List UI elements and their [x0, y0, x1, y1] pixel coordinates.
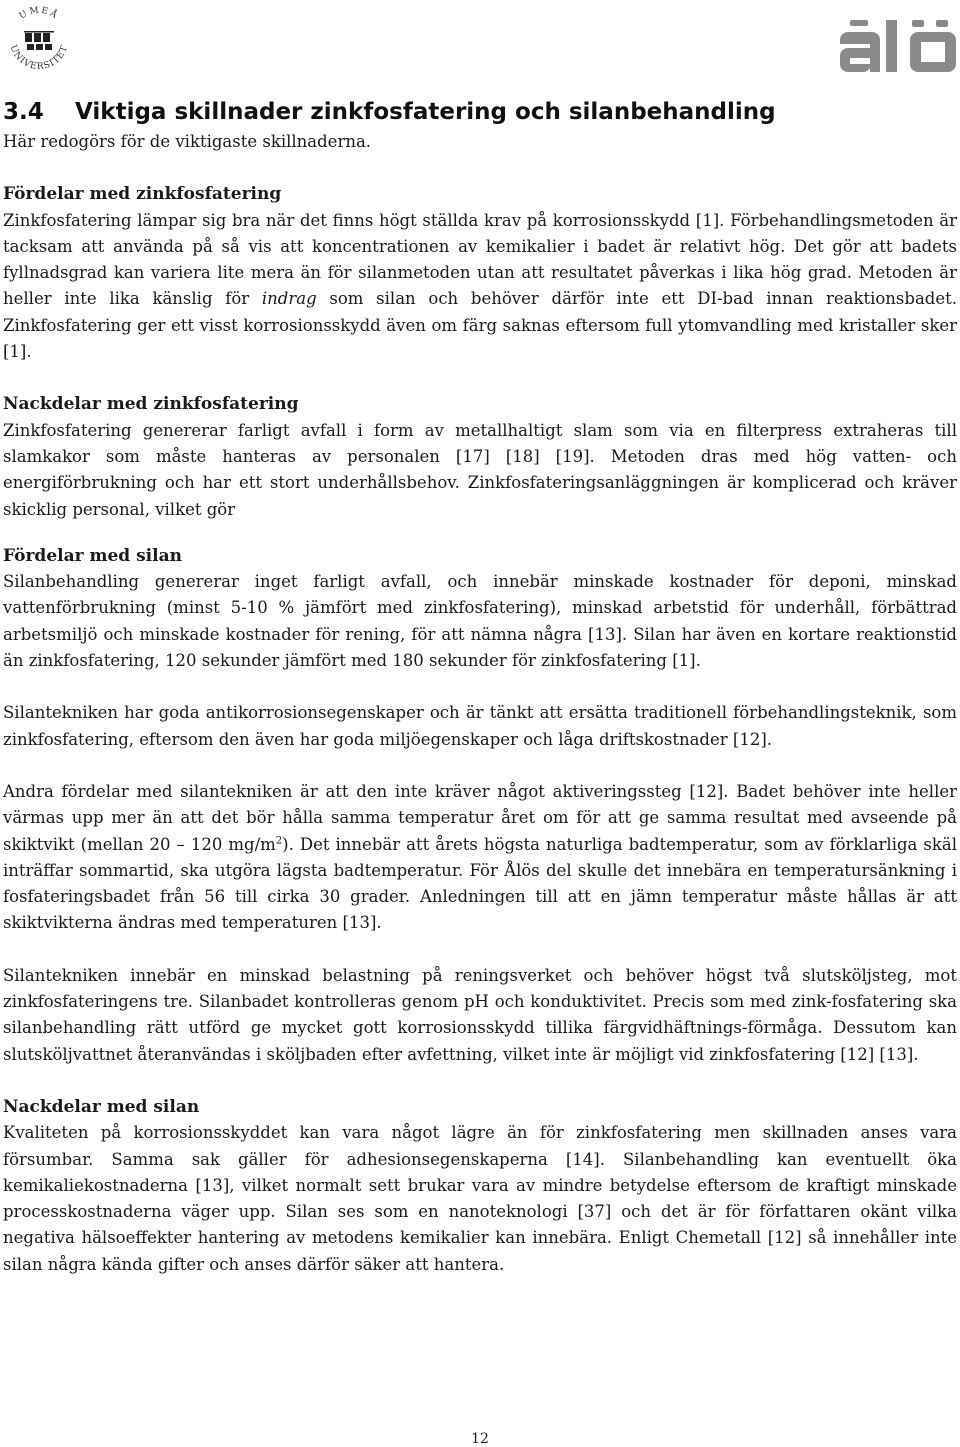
- umea-university-logo: [0, 0, 78, 78]
- section-number: 3.4: [3, 99, 44, 125]
- paragraph-fordelar-silan-1: Silanbehandling genererar inget farligt avfall, och innebär minskade kostnader för deponi, minskad vattenförbrukning (minst 5-10 % jämfört med zinkfosfatering), minskad arbetstid för underhåll, förbättrad arbetsmiljö och minskade kostnader för rening, för att nämna några [13]. Silan har även en kortare reaktionstid än zinkfosfatering, 120 sekunder jämfört med 180 sekunder för zinkfosfatering [1].: [3, 572, 957, 671]
- paragraph-fordelar-zinkfosfatering: Zinkfosfatering lämpar sig bra när det finns högt ställda krav på korrosionsskydd [1]. Förbehandlingsmetoden är tacksam att använda på så vis att koncentrationen av kemikalier i badet är relativt hög. Det gör att badets fyllnadsgrad kan variera lite mera än för silanmetoden utan att resultatet påverkas i lika hög grad. Metoden är heller inte lika känslig för indrag som silan och behöver därför inte ett DI-bad innan reaktionsbadet. Zinkfosfatering ger ett visst korrosionsskydd även om färg saknas eftersom full ytomvandling med kristaller sker [1].: [3, 210, 957, 362]
- svg-text:UNIVERSITET: UNIVERSITET: [7, 43, 71, 73]
- superscript-2: 2: [275, 835, 283, 847]
- alo-company-logo: [836, 18, 960, 74]
- paragraph-fordelar-silan-2: Silantekniken har goda antikorrosionsegenskaper och är tänkt att ersätta traditionell förbehandlingsteknik, som zinkfosfatering, eftersom den även har goda miljöegenskaper och låga driftskostnader [12].: [3, 703, 957, 749]
- heading-fordelar-zinkfosfatering: Fördelar med zinkfosfatering: [3, 184, 282, 205]
- paragraph-fordelar-silan-3: Andra fördelar med silantekniken är att den inte kräver något aktiveringssteg [12]. Badet behöver inte heller värmas upp mer än att det bör hålla samma temperatur året om för att ge samma resultat med avseende på skiktvikt (mellan 20 – 120 $mg/m^2$). Det innebär att årets högsta naturliga badtemperatur, som av förklarliga skäl inträffar sommartid, ska utgöra lägsta badtemperatur. För Ålös del skulle det innebära en temperatursänkning i fosfateringsbadet från 56 till cirka 30 grader. Anledningen till att en jämn temperatur måste hållas är att skiktvikterna ändras med temperaturen [13].: [3, 781, 958, 933]
- heading-fordelar-silan: Fördelar med silan: [3, 545, 182, 566]
- svg-text:UMEÅ: UMEÅ: [17, 5, 61, 22]
- paragraph-fordelar-silan-4: Silantekniken innebär en minskad belastning på reningsverket och behöver högst två slutsköljsteg, mot zinkfosfateringens tre. Silanbadet kontrolleras genom pH och konduktivitet. Precis som med zink-fosfatering ska silanbehandling rätt utförd ge mycket gott korrosionsskydd tillika färgvidhäftnings-förmåga. Dessutom kan slutsköljvattnet återanvändas i sköljbaden efter avfettning, vilket inte är möjligt vid zinkfosfatering [12] [13].: [3, 965, 957, 1064]
- section-intro: Här redogörs för de viktigaste skillnaderna.: [3, 132, 372, 151]
- heading-nackdelar-silan: Nackdelar med silan: [3, 1096, 200, 1117]
- paragraph-nackdelar-silan: Kvaliteten på korrosionsskyddet kan vara något lägre än för zinkfosfatering men skillnaden anses vara försumbar. Samma sak gäller för adhesionsegenskaperna [14]. Silanbehandling kan eventuellt öka kemikaliekostnaderna [13], vilket normalt sett brukar vara av mindre betydelse eftersom de kraftigt minskade processkostnaderna väger upp. Silan ses som en nanoteknologi [37] och det är för författaren okänt vilka negativa hälsoeffekter hantering av metodens kemikalier kan innebära. Enligt Chemetall [12] så innehåller inte silan några kända gifter och anses därför säker att hantera.: [3, 1123, 957, 1274]
- section-title: Viktiga skillnader zinkfosfatering och silanbehandling: [75, 99, 776, 125]
- paragraph-nackdelar-zinkfosfatering: Zinkfosfatering genererar farligt avfall i form av metallhaltigt slam som via en filterpress extraheras till slamkakor som måste hanteras av personalen [17] [18] [19]. Metoden dras med hög vatten- och energiförbrukning och har ett stort underhållsbehov. Zinkfosfateringsanläggningen är komplicerad och kräver skicklig personal, vilket gör: [3, 420, 957, 519]
- document-body: [3, 96, 957, 1278]
- section-heading: [3, 96, 957, 128]
- page-number: 12: [471, 1431, 489, 1447]
- heading-nackdelar-zinkfosfatering: Nackdelar med zinkfosfatering: [3, 394, 299, 415]
- emphasis-indrag: indrag: [261, 289, 317, 309]
